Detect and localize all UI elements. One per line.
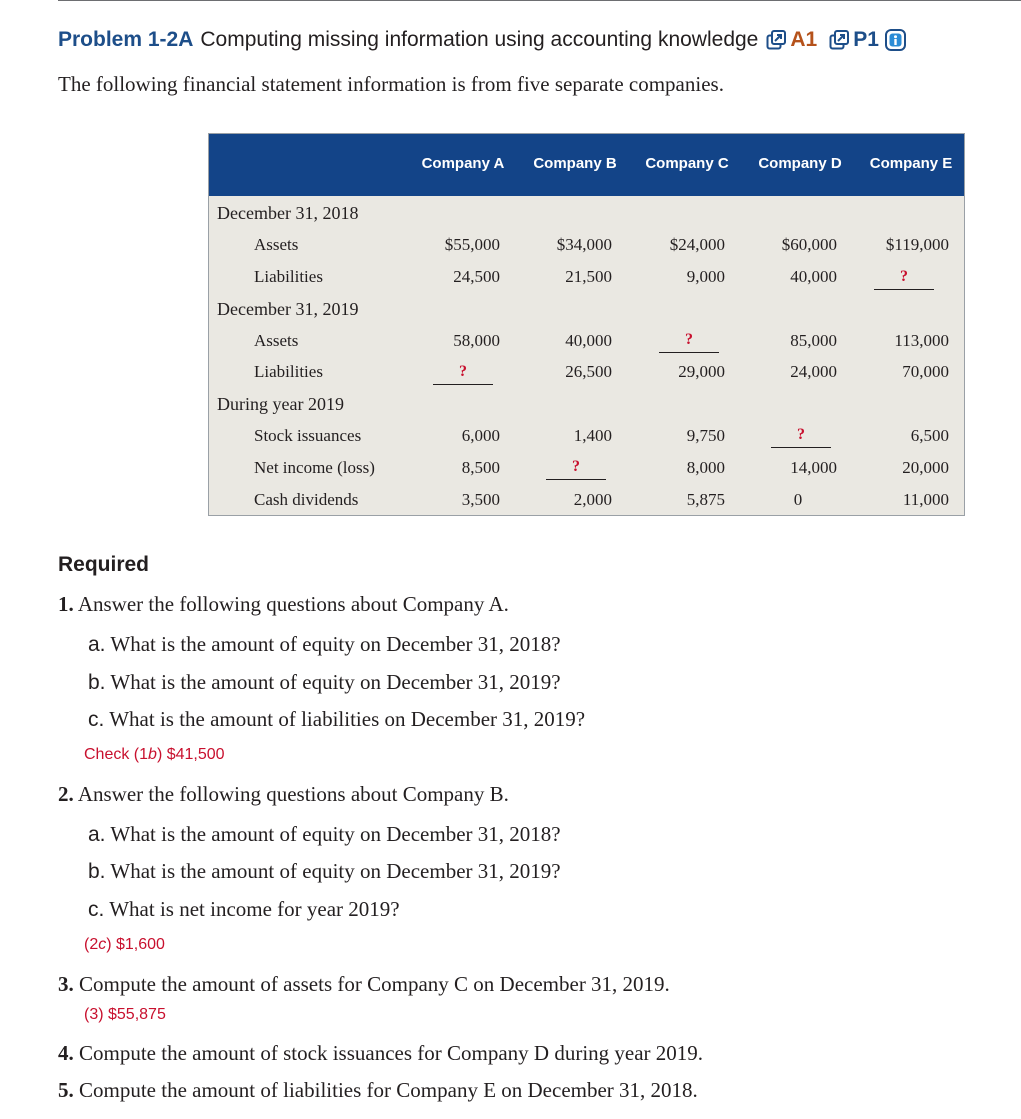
question-1a	[88, 632, 561, 657]
question-1c	[88, 707, 585, 732]
cell-value: 24,000	[790, 362, 837, 381]
question-2a	[88, 822, 561, 847]
cell-value: 11,000	[902, 490, 949, 509]
check-suffix: ) $41,500	[156, 746, 225, 763]
cell-value: 70,000	[902, 362, 949, 381]
question-4	[58, 1041, 703, 1066]
cell-value: 3,500	[461, 490, 500, 509]
row-label: Liabilities	[254, 362, 323, 381]
missing-value: ?	[771, 426, 831, 448]
check-prefix: Check (1	[84, 746, 149, 763]
row-label: Stock issuances	[254, 426, 362, 445]
row-label: Net income (loss)	[254, 458, 375, 477]
question-text: What is the amount of equity on December 31, 2018?	[110, 822, 561, 846]
cell-value: 26,500	[565, 362, 612, 381]
question-text: Compute the amount of stock issuances for Company D during year 2019.	[79, 1041, 704, 1065]
section-label: December 31, 2019	[217, 299, 359, 319]
cell-value: 29,000	[678, 362, 725, 381]
external-link-icon[interactable]	[766, 30, 786, 50]
cell-value: 40,000	[565, 331, 612, 350]
problem-number: Problem 1-2A	[58, 28, 194, 51]
missing-value: ?	[659, 331, 719, 353]
cell-value: 20,000	[902, 458, 949, 477]
question-text: Answer the following questions about Company B.	[77, 782, 509, 806]
cell-value: 6,000	[461, 426, 500, 445]
question-5	[58, 1078, 698, 1103]
cell-value: 24,500	[453, 267, 500, 286]
cell-value: $55,000	[444, 235, 500, 254]
question-2	[58, 782, 509, 807]
section-label: During year 2019	[217, 394, 344, 414]
cell-value: 85,000	[790, 331, 837, 350]
cell-value: 21,500	[565, 267, 612, 286]
question-text: What is the amount of equity on December 31, 2018?	[110, 632, 561, 656]
problem-title-row	[58, 28, 1008, 52]
question-1b	[88, 670, 561, 695]
cell-value: 2,000	[573, 490, 612, 509]
cell-value: $24,000	[669, 235, 725, 254]
tag-a1[interactable]: A1	[790, 28, 818, 51]
column-header: Company D	[758, 155, 842, 172]
check-figure-3: (3) $55,875	[84, 1006, 166, 1023]
question-2b	[88, 859, 561, 884]
question-text: What is the amount of equity on December 31, 2019?	[110, 670, 561, 694]
cell-value: 9,000	[686, 267, 725, 286]
question-3	[58, 972, 670, 997]
sub-letter: b.	[88, 671, 106, 694]
question-number: 1.	[58, 592, 74, 616]
question-text: Compute the amount of assets for Company C on December 31, 2019.	[79, 972, 670, 996]
table-header	[209, 134, 964, 196]
cell-value: 58,000	[453, 331, 500, 350]
row-label: Liabilities	[254, 267, 323, 286]
cell-value: 9,750	[686, 426, 725, 445]
section-label: December 31, 2018	[217, 203, 359, 223]
cell-value: $60,000	[781, 235, 837, 254]
check-prefix: (2	[84, 936, 99, 953]
question-text: Answer the following questions about Company A.	[77, 592, 509, 616]
missing-value: ?	[546, 458, 606, 480]
question-text: What is the amount of liabilities on December 31, 2019?	[109, 707, 586, 731]
check-figure-1	[84, 746, 225, 764]
question-text: What is the amount of equity on December 31, 2019?	[110, 859, 561, 883]
cell-value: 6,500	[910, 426, 949, 445]
sub-letter: c.	[88, 898, 105, 921]
cell-value: 8,500	[461, 458, 500, 477]
external-link-icon[interactable]	[829, 30, 849, 50]
row-label: Assets	[254, 235, 299, 254]
required-heading: Required	[58, 553, 150, 576]
column-header: Company A	[421, 155, 505, 172]
cell-value: 40,000	[790, 267, 837, 286]
sub-letter: a.	[88, 823, 106, 846]
cell-value: 5,875	[686, 490, 725, 509]
tag-p1[interactable]: P1	[853, 28, 879, 51]
cell-value: 113,000	[894, 331, 949, 350]
intro-text: The following financial statement information is from five separate companies.	[58, 72, 724, 96]
row-label: Assets	[254, 331, 299, 350]
question-text: What is net income for year 2019?	[109, 897, 400, 921]
cell-value: 0	[793, 490, 803, 509]
info-icon[interactable]	[885, 29, 906, 51]
problem-title: Computing missing information using accounting knowledge	[200, 28, 759, 51]
row-label: Cash dividends	[254, 490, 359, 509]
question-text: Compute the amount of liabilities for Company E on December 31, 2018.	[79, 1078, 698, 1102]
question-2c	[88, 897, 400, 922]
cell-value: 8,000	[686, 458, 725, 477]
column-header: Company C	[645, 155, 729, 172]
check-figure-2	[84, 936, 165, 954]
check-suffix: ) $1,600	[106, 936, 165, 953]
sub-letter: c.	[88, 708, 105, 731]
check-ref: b	[148, 746, 157, 763]
missing-value: ?	[874, 268, 934, 290]
column-header: Company E	[869, 155, 953, 172]
cell-value: 14,000	[790, 458, 837, 477]
check-ref: c	[98, 936, 107, 953]
financial-table	[208, 133, 965, 516]
question-number: 5.	[58, 1078, 74, 1102]
question-1	[58, 592, 509, 617]
column-header: Company B	[533, 155, 617, 172]
cell-value: $119,000	[885, 235, 949, 254]
cell-value: 1,400	[573, 426, 612, 445]
missing-value: ?	[433, 363, 493, 385]
top-rule	[58, 0, 1021, 1]
sub-letter: b.	[88, 860, 106, 883]
question-number: 4.	[58, 1041, 74, 1065]
question-number: 3.	[58, 972, 74, 996]
cell-value: $34,000	[556, 235, 612, 254]
question-number: 2.	[58, 782, 74, 806]
sub-letter: a.	[88, 633, 106, 656]
